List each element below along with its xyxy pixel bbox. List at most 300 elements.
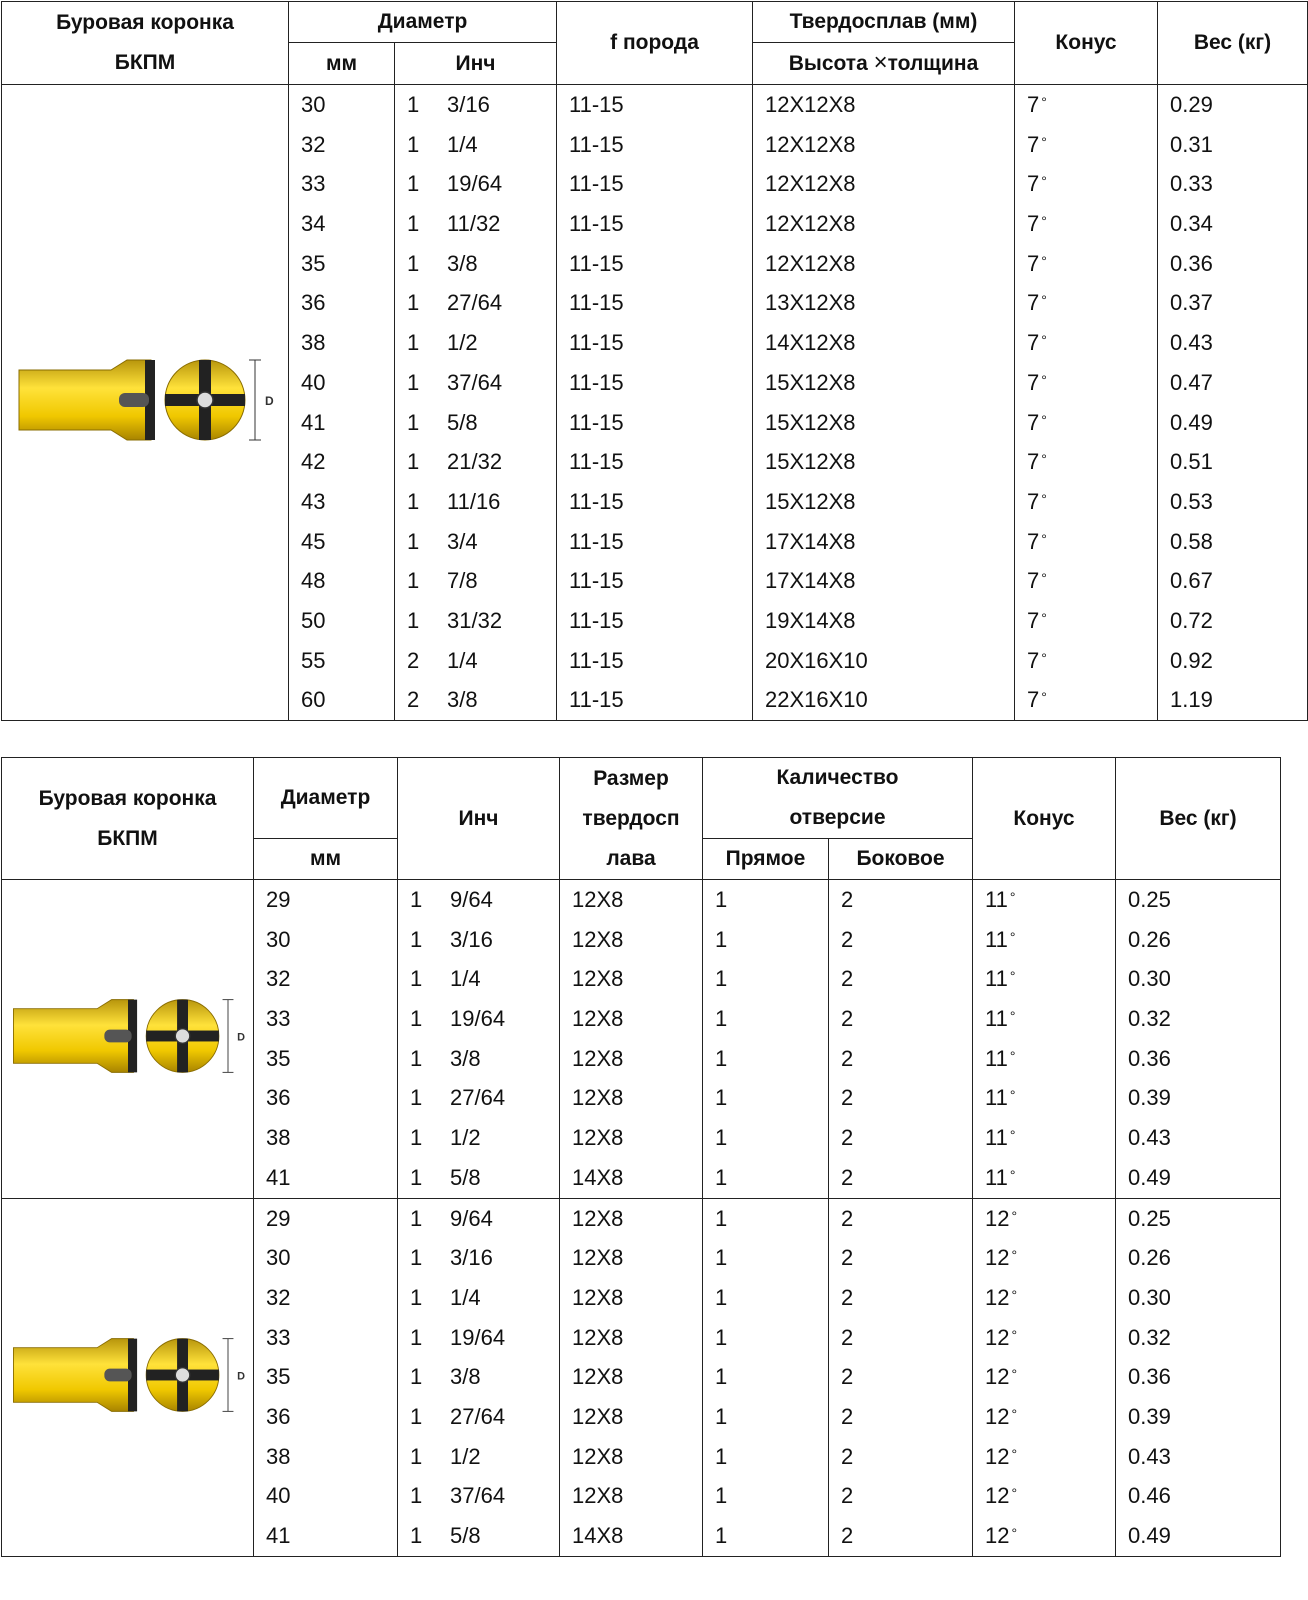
inch-whole: 1	[410, 1284, 423, 1310]
inch-fraction: 31/32	[447, 607, 503, 633]
inch-fraction: 5/8	[450, 1164, 481, 1190]
cell-inch	[410, 1278, 559, 1318]
cell-taper: 7 °	[1027, 409, 1047, 435]
cell-side: 2	[841, 1284, 854, 1310]
cell-front: 1	[715, 1443, 728, 1469]
cell-mm: 38	[266, 1443, 291, 1469]
cell-front: 1	[715, 966, 728, 992]
inch-whole: 1	[407, 290, 420, 316]
cell-rock: 11-15	[569, 92, 624, 117]
header2-carbide-size-line2: твердосп	[582, 806, 680, 830]
dimension-label: D	[236, 1370, 245, 1383]
cell-mm: 35	[266, 1364, 291, 1390]
cell-carbide: 20X16X10	[765, 647, 868, 673]
header2-holes-line2: отверсие	[789, 806, 886, 829]
cell-taper: 7 °	[1027, 171, 1047, 197]
cell-rock: 11-15	[569, 607, 624, 633]
cell-side: 2	[841, 1164, 854, 1190]
inch-whole: 1	[407, 250, 420, 276]
cell-weight: 0.58	[1170, 528, 1213, 554]
degree-symbol: °	[1041, 292, 1047, 309]
cell-inch	[407, 442, 556, 482]
cell-mm: 48	[301, 568, 326, 594]
cell-weight: 0.43	[1128, 1125, 1171, 1151]
inch-whole: 1	[410, 1403, 423, 1429]
degree-symbol: °	[1009, 1008, 1016, 1025]
cell-carbide: 12X12X8	[765, 92, 856, 117]
inch-fraction: 1/2	[450, 1443, 481, 1469]
inch-whole: 1	[407, 131, 420, 157]
cell-carbide: 17X14X8	[765, 568, 856, 594]
inch-whole: 1	[407, 92, 420, 117]
cell-inch	[407, 283, 556, 323]
cell-weight: 0.36	[1170, 250, 1213, 276]
dimension-label: D	[236, 1031, 245, 1044]
header2-carbide-size-line3: лава	[606, 846, 656, 870]
column-mm	[289, 85, 395, 721]
cell-weight: 0.36	[1128, 1364, 1171, 1390]
degree-symbol: °	[1011, 1207, 1018, 1224]
cell-taper: 7 °	[1027, 449, 1047, 475]
inch-fraction: 27/64	[450, 1085, 506, 1111]
degree-symbol: °	[1041, 173, 1047, 190]
inch-fraction: 11/32	[447, 211, 501, 237]
cell-inch	[410, 1199, 559, 1239]
cell-carbide: 12X8	[572, 1324, 624, 1350]
degree-symbol: °	[1041, 570, 1047, 587]
cell-taper: 11 °	[985, 1085, 1016, 1111]
cell-mm: 40	[266, 1483, 291, 1509]
header2-holes-line1: Каличество	[776, 766, 899, 789]
inch-fraction: 11/16	[447, 488, 501, 514]
degree-symbol: °	[1011, 1405, 1018, 1422]
header-weight: Вес (кг)	[1158, 2, 1308, 85]
degree-symbol: °	[1009, 1087, 1016, 1104]
cell-carbide: 12X12X8	[765, 250, 856, 276]
cell-carbide: 17X14X8	[765, 528, 856, 554]
cell-weight: 0.30	[1128, 1284, 1171, 1310]
cell-taper: 12 °	[985, 1324, 1018, 1350]
degree-symbol: °	[1011, 1247, 1018, 1264]
degree-symbol: °	[1009, 928, 1016, 945]
cell-mm: 36	[301, 290, 326, 316]
cell-inch	[407, 164, 556, 204]
cell-taper: 11 °	[985, 1125, 1016, 1151]
header-carbide-sub	[753, 43, 1015, 85]
inch-fraction: 3/8	[450, 1045, 481, 1071]
column-weight	[1116, 1198, 1281, 1556]
cell-taper: 7 °	[1027, 369, 1047, 395]
inch-whole: 1	[410, 1443, 423, 1469]
degree-symbol: °	[1009, 889, 1016, 905]
cell-rock: 11-15	[569, 131, 624, 157]
cell-weight: 0.29	[1170, 92, 1213, 117]
cell-carbide: 12X8	[572, 1085, 624, 1111]
cell-mm: 33	[266, 1006, 291, 1032]
cell-taper: 11 °	[985, 966, 1016, 992]
inch-fraction: 19/64	[450, 1324, 506, 1350]
cell-rock: 11-15	[569, 171, 624, 197]
cell-weight: 1.19	[1170, 687, 1213, 713]
cell-mm: 43	[301, 488, 326, 514]
cell-carbide: 22X16X10	[765, 687, 868, 713]
inch-whole: 1	[410, 1324, 423, 1350]
cell-rock: 11-15	[569, 250, 624, 276]
column-mm	[254, 1198, 398, 1556]
inch-fraction: 5/8	[450, 1523, 481, 1548]
inch-whole: 1	[407, 171, 420, 197]
header2-carbide-size	[560, 758, 703, 880]
inch-whole: 1	[410, 1245, 423, 1271]
column-inch	[398, 1198, 560, 1556]
header-carbide-times: ×	[873, 49, 888, 76]
cell-inch	[407, 641, 556, 681]
column-taper	[973, 1198, 1116, 1556]
header2-product-line2: БКПМ	[97, 826, 158, 850]
header-product-line1: Буровая коронка	[56, 11, 234, 34]
header-product-line2: БКПМ	[114, 51, 176, 74]
cell-inch	[407, 125, 556, 165]
degree-symbol: °	[1009, 1127, 1016, 1144]
cell-inch	[407, 323, 556, 363]
bit-image-cell-group1	[2, 880, 254, 1199]
cell-inch	[410, 1397, 559, 1437]
inch-whole: 1	[410, 966, 423, 992]
cell-rock: 11-15	[569, 290, 624, 316]
cell-weight: 0.49	[1128, 1523, 1171, 1548]
inch-whole: 1	[407, 607, 420, 633]
cell-inch	[407, 601, 556, 641]
inch-fraction: 9/64	[450, 887, 493, 912]
cell-side: 2	[841, 1443, 854, 1469]
cell-weight: 0.49	[1170, 409, 1213, 435]
cell-weight: 0.26	[1128, 1245, 1171, 1271]
column-mm	[254, 880, 398, 1199]
cell-carbide: 12X8	[572, 1403, 624, 1429]
cell-front: 1	[715, 1523, 728, 1548]
cell-rock: 11-15	[569, 568, 624, 594]
cell-mm: 41	[301, 409, 326, 435]
cell-front: 1	[715, 1085, 728, 1111]
cell-inch	[407, 482, 556, 522]
column-holes-front	[703, 880, 829, 1199]
degree-symbol: °	[1009, 968, 1016, 985]
cell-weight: 0.39	[1128, 1085, 1171, 1111]
cell-weight: 0.31	[1170, 131, 1213, 157]
header2-inch: Инч	[398, 758, 560, 880]
cell-mm: 33	[266, 1324, 291, 1350]
column-holes-side	[829, 880, 973, 1199]
cell-carbide: 15X12X8	[765, 409, 856, 435]
inch-fraction: 1/2	[450, 1125, 481, 1151]
cell-inch	[407, 204, 556, 244]
inch-fraction: 3/16	[450, 1245, 493, 1271]
bit-side-view	[13, 1000, 137, 1073]
cell-front: 1	[715, 1205, 728, 1231]
cell-taper: 12 °	[985, 1364, 1018, 1390]
header2-mm: мм	[254, 839, 398, 880]
cell-weight: 0.26	[1128, 926, 1171, 952]
bit-side-view	[13, 1338, 137, 1411]
cell-weight: 0.43	[1170, 330, 1213, 356]
inch-whole: 1	[410, 1364, 423, 1390]
cell-inch	[410, 1318, 559, 1358]
cell-mm: 41	[266, 1164, 291, 1190]
cell-taper: 7 °	[1027, 488, 1047, 514]
cell-side: 2	[841, 966, 854, 992]
header-inch: Инч	[395, 43, 557, 85]
inch-whole: 1	[407, 211, 420, 237]
inch-whole: 1	[407, 449, 420, 475]
dimension-label: D	[265, 394, 274, 408]
degree-symbol: °	[1041, 530, 1047, 547]
cell-taper: 7 °	[1027, 647, 1047, 673]
cell-carbide: 12X8	[572, 1245, 624, 1271]
cell-mm: 30	[266, 1245, 291, 1271]
header-carbide-thickness: толщина	[887, 52, 979, 75]
inch-fraction: 3/8	[447, 250, 478, 276]
degree-symbol: °	[1011, 1286, 1018, 1303]
cell-taper: 7 °	[1027, 528, 1047, 554]
cell-taper: 12 °	[985, 1245, 1018, 1271]
cell-weight: 0.47	[1170, 369, 1213, 395]
cell-mm: 55	[301, 647, 326, 673]
inch-whole: 1	[410, 1205, 423, 1231]
bit-front-view	[165, 360, 245, 440]
flushing-hole-side	[104, 1030, 131, 1043]
cell-carbide: 15X12X8	[765, 369, 856, 395]
cell-mm: 45	[301, 528, 326, 554]
degree-symbol: °	[1041, 411, 1047, 428]
cell-weight: 0.25	[1128, 887, 1171, 912]
cell-taper: 7 °	[1027, 250, 1047, 276]
degree-symbol: °	[1011, 1366, 1018, 1383]
cell-inch	[410, 1357, 559, 1397]
cell-mm: 40	[301, 369, 326, 395]
cell-mm: 32	[266, 1284, 291, 1310]
inch-whole: 1	[407, 409, 420, 435]
header2-diameter: Диаметр	[254, 758, 398, 839]
header2-holes-front: Прямое	[703, 839, 829, 880]
cross-bit-drawing-group2	[8, 1325, 248, 1425]
cell-inch	[410, 959, 559, 999]
cross-bit-drawing	[15, 345, 275, 455]
cell-front: 1	[715, 1284, 728, 1310]
cell-mm: 60	[301, 687, 326, 713]
cell-mm: 42	[301, 449, 326, 475]
cell-mm: 50	[301, 607, 326, 633]
cell-weight: 0.53	[1170, 488, 1213, 514]
cell-carbide: 14X12X8	[765, 330, 856, 356]
inch-fraction: 27/64	[450, 1403, 506, 1429]
cell-side: 2	[841, 1205, 854, 1231]
degree-symbol: °	[1009, 1166, 1016, 1183]
bit-image-cell	[2, 85, 289, 721]
cell-mm: 36	[266, 1403, 291, 1429]
inch-fraction: 3/8	[447, 687, 478, 713]
inch-fraction: 3/16	[447, 92, 490, 117]
cell-inch	[410, 999, 559, 1039]
cell-mm: 29	[266, 887, 291, 912]
bit-side-view	[19, 360, 155, 440]
column-carbide	[560, 880, 703, 1199]
inch-whole: 2	[407, 687, 420, 713]
cell-inch	[410, 1078, 559, 1118]
inch-fraction: 3/8	[450, 1364, 481, 1390]
header-rock: f порода	[557, 2, 753, 85]
cell-weight: 0.37	[1170, 290, 1213, 316]
cell-carbide: 12X8	[572, 1443, 624, 1469]
inch-fraction: 27/64	[447, 290, 503, 316]
cell-inch	[407, 561, 556, 601]
cell-weight: 0.92	[1170, 647, 1213, 673]
column-holes-side	[829, 1198, 973, 1556]
inch-fraction: 1/4	[450, 1284, 481, 1310]
cell-weight: 0.72	[1170, 607, 1213, 633]
degree-symbol: °	[1011, 1525, 1018, 1541]
cell-taper: 7 °	[1027, 330, 1047, 356]
cell-taper: 11 °	[985, 1045, 1016, 1071]
column-taper	[1015, 85, 1158, 721]
inch-whole: 1	[410, 1164, 423, 1190]
cell-weight: 0.67	[1170, 568, 1213, 594]
degree-symbol: °	[1041, 609, 1047, 626]
header-carbide: Твердосплав (мм)	[753, 2, 1015, 43]
cell-mm: 30	[266, 926, 291, 952]
cell-front: 1	[715, 1125, 728, 1151]
cell-carbide: 12X12X8	[765, 211, 856, 237]
inch-fraction: 3/4	[447, 528, 478, 554]
center-hole	[175, 1029, 190, 1044]
degree-symbol: °	[1041, 94, 1047, 110]
inch-fraction: 37/64	[447, 369, 503, 395]
cell-carbide: 19X14X8	[765, 607, 856, 633]
cell-rock: 11-15	[569, 488, 624, 514]
cell-taper: 12 °	[985, 1284, 1018, 1310]
cell-carbide: 13X12X8	[765, 290, 856, 316]
center-hole	[175, 1367, 190, 1382]
cell-mm: 34	[301, 211, 326, 237]
flushing-hole-side	[104, 1368, 131, 1381]
inch-fraction: 37/64	[450, 1483, 506, 1509]
cell-inch	[407, 363, 556, 403]
cell-side: 2	[841, 1364, 854, 1390]
cell-carbide: 12X8	[572, 1006, 624, 1032]
cell-carbide: 12X8	[572, 887, 624, 912]
inch-whole: 1	[410, 1006, 423, 1032]
column-carbide	[753, 85, 1015, 721]
column-holes-front	[703, 1198, 829, 1556]
cell-inch	[410, 1238, 559, 1278]
cell-rock: 11-15	[569, 369, 624, 395]
cell-carbide: 12X8	[572, 1205, 624, 1231]
cell-mm: 35	[266, 1045, 291, 1071]
dimension-marker	[222, 1338, 245, 1411]
cross-bit-table-1	[1, 1, 1308, 721]
cell-carbide: 12X8	[572, 1364, 624, 1390]
cell-mm: 36	[266, 1085, 291, 1111]
cell-taper: 12 °	[985, 1483, 1018, 1509]
column-inch	[398, 880, 560, 1199]
column-weight	[1158, 85, 1308, 721]
degree-symbol: °	[1041, 451, 1047, 468]
header-carbide-height: Высота	[788, 52, 868, 75]
cell-side: 2	[841, 926, 854, 952]
cell-taper: 12 °	[985, 1205, 1018, 1231]
cell-front: 1	[715, 1324, 728, 1350]
cell-weight: 0.43	[1128, 1443, 1171, 1469]
cell-taper: 7 °	[1027, 92, 1047, 117]
column-inch	[395, 85, 557, 721]
cell-taper: 7 °	[1027, 568, 1047, 594]
cell-taper: 11 °	[985, 926, 1016, 952]
cell-inch	[407, 522, 556, 562]
cell-side: 2	[841, 887, 854, 912]
center-hole	[197, 392, 213, 408]
degree-symbol: °	[1041, 252, 1047, 269]
inch-fraction: 1/2	[447, 330, 478, 356]
inch-fraction: 19/64	[447, 171, 503, 197]
cell-carbide: 12X8	[572, 1483, 624, 1509]
cell-side: 2	[841, 1125, 854, 1151]
cell-carbide: 12X8	[572, 926, 624, 952]
cell-taper: 11 °	[985, 1164, 1016, 1190]
cell-mm: 38	[301, 330, 326, 356]
cell-weight: 0.33	[1170, 171, 1213, 197]
cell-taper: 7 °	[1027, 607, 1047, 633]
cell-taper: 12 °	[985, 1443, 1018, 1469]
cell-front: 1	[715, 1245, 728, 1271]
cell-inch	[407, 85, 556, 125]
inch-fraction: 7/8	[447, 568, 478, 594]
cell-side: 2	[841, 1045, 854, 1071]
cell-carbide: 12X8	[572, 966, 624, 992]
cell-rock: 11-15	[569, 330, 624, 356]
cell-front: 1	[715, 1006, 728, 1032]
inch-whole: 1	[410, 1125, 423, 1151]
cell-weight: 0.51	[1170, 449, 1213, 475]
inch-fraction: 1/4	[450, 966, 481, 992]
degree-symbol: °	[1011, 1326, 1018, 1343]
header2-weight: Вес (кг)	[1116, 758, 1281, 880]
header2-carbide-size-line1: Размер	[593, 766, 669, 790]
cell-carbide: 12X8	[572, 1284, 624, 1310]
cell-side: 2	[841, 1483, 854, 1509]
cell-taper: 12 °	[985, 1403, 1018, 1429]
cell-taper: 7 °	[1027, 131, 1047, 157]
cell-rock: 11-15	[569, 449, 624, 475]
degree-symbol: °	[1041, 490, 1047, 507]
cell-inch	[407, 680, 556, 720]
header-product	[2, 2, 289, 85]
bit-image-cell-group2	[2, 1198, 254, 1556]
header-taper: Конус	[1015, 2, 1158, 85]
cell-weight: 0.49	[1128, 1164, 1171, 1190]
inch-fraction: 9/64	[450, 1205, 493, 1231]
cell-inch	[410, 1039, 559, 1079]
inch-fraction: 19/64	[450, 1006, 506, 1032]
degree-symbol: °	[1041, 371, 1047, 388]
cell-side: 2	[841, 1523, 854, 1548]
cell-front: 1	[715, 1403, 728, 1429]
header-diameter: Диаметр	[289, 2, 557, 43]
cell-rock: 11-15	[569, 409, 624, 435]
degree-symbol: °	[1041, 649, 1047, 666]
cell-inch	[410, 880, 559, 920]
cell-weight: 0.32	[1128, 1324, 1171, 1350]
inch-whole: 1	[410, 887, 423, 912]
cell-rock: 11-15	[569, 211, 624, 237]
